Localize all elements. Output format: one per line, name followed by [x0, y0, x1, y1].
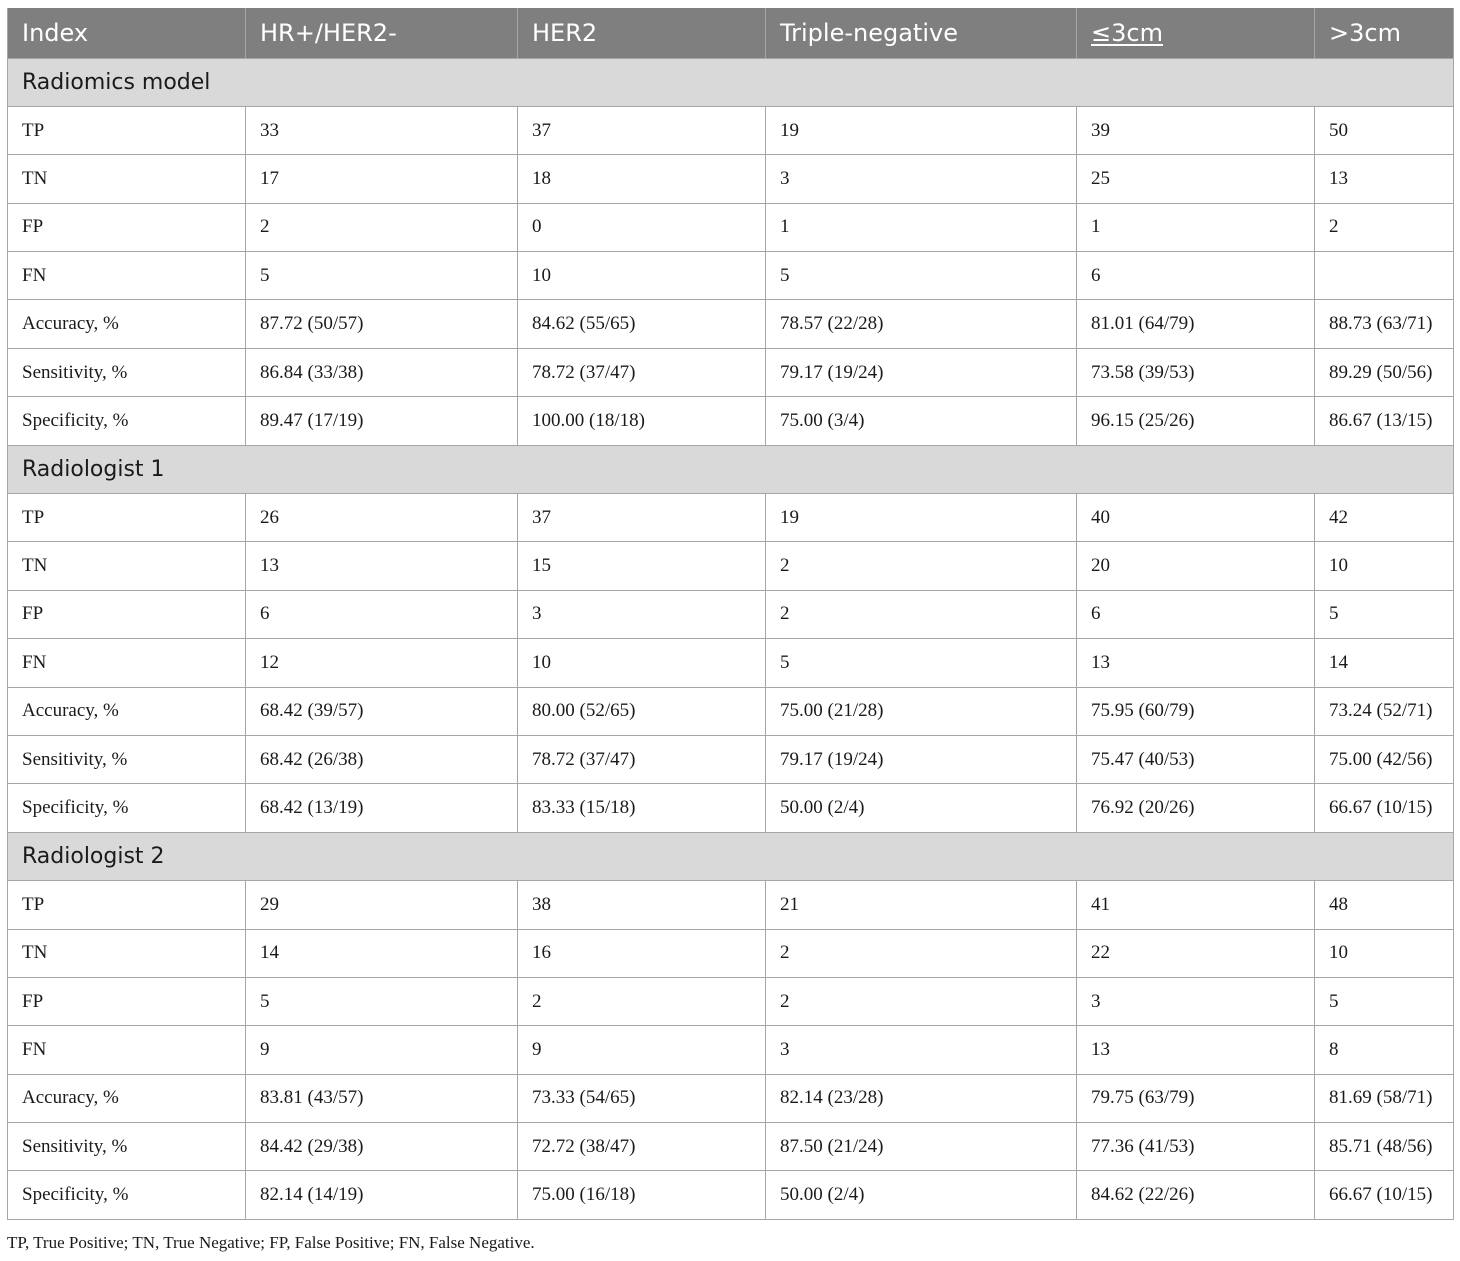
table-cell: 96.15 (25/26): [1077, 397, 1315, 445]
table-cell: 84.42 (29/38): [246, 1123, 518, 1171]
table-cell: 38: [518, 881, 766, 929]
table-cell: 66.67 (10/15): [1315, 1171, 1454, 1219]
table-cell: 10: [1315, 542, 1454, 590]
table-row: [8, 1171, 1454, 1219]
table-cell: 16: [518, 929, 766, 977]
table-cell: 9: [518, 1026, 766, 1074]
table-cell: 6: [246, 590, 518, 638]
table-cell: 76.92 (20/26): [1077, 784, 1315, 832]
table-cell: 40: [1077, 494, 1315, 542]
table-cell: 84.62 (22/26): [1077, 1171, 1315, 1219]
row-label: FN: [8, 639, 246, 687]
section-row: [8, 445, 1454, 493]
table-row: [8, 1026, 1454, 1074]
table-cell: 5: [246, 252, 518, 300]
table-cell: 37: [518, 494, 766, 542]
table-cell: 89.29 (50/56): [1315, 348, 1454, 396]
table-cell: 39: [1077, 106, 1315, 154]
table-cell: 41: [1077, 881, 1315, 929]
table-cell: 5: [766, 252, 1077, 300]
results-table: [7, 8, 1454, 1220]
table-cell: 78.72 (37/47): [518, 735, 766, 783]
row-label: FP: [8, 977, 246, 1025]
table-cell: 2: [766, 929, 1077, 977]
table-row: [8, 155, 1454, 203]
table-cell: 78.57 (22/28): [766, 300, 1077, 348]
section-title: Radiologist 1: [8, 445, 1454, 493]
table-cell: 80.00 (52/65): [518, 687, 766, 735]
table-row: [8, 977, 1454, 1025]
table-cell: 75.00 (42/56): [1315, 735, 1454, 783]
table-cell: 5: [1315, 590, 1454, 638]
table-cell: 77.36 (41/53): [1077, 1123, 1315, 1171]
table-cell: 17: [246, 155, 518, 203]
table-cell: 83.81 (43/57): [246, 1074, 518, 1122]
table-cell: 3: [766, 155, 1077, 203]
table-cell: 68.42 (13/19): [246, 784, 518, 832]
row-label: Sensitivity, %: [8, 735, 246, 783]
table-cell: 22: [1077, 929, 1315, 977]
table-cell: 21: [766, 881, 1077, 929]
row-label: Specificity, %: [8, 784, 246, 832]
header-triple-negative: Triple-negative: [766, 8, 1077, 58]
table-cell: 2: [766, 590, 1077, 638]
table-cell: 2: [766, 977, 1077, 1025]
row-label: Specificity, %: [8, 397, 246, 445]
row-label: Specificity, %: [8, 1171, 246, 1219]
table-cell: 13: [1077, 639, 1315, 687]
header-index: Index: [8, 8, 246, 58]
row-label: TP: [8, 106, 246, 154]
row-label: TP: [8, 881, 246, 929]
table-cell: 75.00 (16/18): [518, 1171, 766, 1219]
table-cell: 13: [1315, 155, 1454, 203]
table-cell: 14: [1315, 639, 1454, 687]
table-cell: 3: [766, 1026, 1077, 1074]
table-cell: [1315, 252, 1454, 300]
section-title: Radiologist 2: [8, 832, 1454, 880]
row-label: TN: [8, 929, 246, 977]
table-cell: 37: [518, 106, 766, 154]
row-label: TN: [8, 542, 246, 590]
table-cell: 79.17 (19/24): [766, 735, 1077, 783]
table-cell: 86.84 (33/38): [246, 348, 518, 396]
table-cell: 5: [1315, 977, 1454, 1025]
section-row: [8, 58, 1454, 106]
table-footnote: TP, True Positive; TN, True Negative; FP, False Positive; FN, False Negative.: [7, 1233, 535, 1252]
table-row: [8, 1074, 1454, 1122]
table-cell: 29: [246, 881, 518, 929]
table-cell: 19: [766, 106, 1077, 154]
table-cell: 48: [1315, 881, 1454, 929]
table-cell: 78.72 (37/47): [518, 348, 766, 396]
table-cell: 84.62 (55/65): [518, 300, 766, 348]
table-row: [8, 348, 1454, 396]
table-cell: 75.00 (3/4): [766, 397, 1077, 445]
table-cell: 2: [246, 203, 518, 251]
table-row: [8, 784, 1454, 832]
table-row: [8, 735, 1454, 783]
table-cell: 13: [246, 542, 518, 590]
table-row: [8, 203, 1454, 251]
row-label: TN: [8, 155, 246, 203]
table-cell: 6: [1077, 590, 1315, 638]
table-row: [8, 252, 1454, 300]
table-cell: 1: [766, 203, 1077, 251]
table-cell: 15: [518, 542, 766, 590]
table-cell: 87.72 (50/57): [246, 300, 518, 348]
table-cell: 5: [766, 639, 1077, 687]
table-row: [8, 106, 1454, 154]
table-cell: 73.33 (54/65): [518, 1074, 766, 1122]
table-cell: 75.47 (40/53): [1077, 735, 1315, 783]
table-cell: 10: [518, 252, 766, 300]
table-cell: 75.95 (60/79): [1077, 687, 1315, 735]
table-cell: 89.47 (17/19): [246, 397, 518, 445]
table-cell: 8: [1315, 1026, 1454, 1074]
table-cell: 81.01 (64/79): [1077, 300, 1315, 348]
table-cell: 87.50 (21/24): [766, 1123, 1077, 1171]
section-title: Radiomics model: [8, 58, 1454, 106]
table-cell: 68.42 (26/38): [246, 735, 518, 783]
table-cell: 85.71 (48/56): [1315, 1123, 1454, 1171]
row-label: FP: [8, 203, 246, 251]
table-cell: 25: [1077, 155, 1315, 203]
table-cell: 10: [518, 639, 766, 687]
table-cell: 42: [1315, 494, 1454, 542]
table-cell: 72.72 (38/47): [518, 1123, 766, 1171]
table-cell: 88.73 (63/71): [1315, 300, 1454, 348]
table-cell: 82.14 (23/28): [766, 1074, 1077, 1122]
table-cell: 10: [1315, 929, 1454, 977]
table-cell: 2: [518, 977, 766, 1025]
table-cell: 9: [246, 1026, 518, 1074]
row-label: Accuracy, %: [8, 300, 246, 348]
table-cell: 73.24 (52/71): [1315, 687, 1454, 735]
table-row: [8, 542, 1454, 590]
table-cell: 81.69 (58/71): [1315, 1074, 1454, 1122]
table-cell: 12: [246, 639, 518, 687]
header-gt-3cm: >3cm: [1315, 8, 1454, 58]
row-label: Accuracy, %: [8, 687, 246, 735]
table-row: [8, 639, 1454, 687]
table-row: [8, 929, 1454, 977]
table-container: [7, 8, 1453, 1220]
table-cell: 50: [1315, 106, 1454, 154]
table-cell: 86.67 (13/15): [1315, 397, 1454, 445]
table-row: [8, 494, 1454, 542]
table-cell: 83.33 (15/18): [518, 784, 766, 832]
table-cell: 20: [1077, 542, 1315, 590]
table-row: [8, 590, 1454, 638]
table-row: [8, 300, 1454, 348]
table-cell: 13: [1077, 1026, 1315, 1074]
row-label: Sensitivity, %: [8, 1123, 246, 1171]
table-cell: 0: [518, 203, 766, 251]
table-cell: 50.00 (2/4): [766, 784, 1077, 832]
section-row: [8, 832, 1454, 880]
header-le-3cm: [1077, 8, 1315, 58]
table-body: [8, 58, 1454, 1219]
row-label: FN: [8, 252, 246, 300]
header-le-3cm-text: ≤3cm: [1091, 18, 1163, 47]
row-label: Sensitivity, %: [8, 348, 246, 396]
table-cell: 14: [246, 929, 518, 977]
table-cell: 18: [518, 155, 766, 203]
table-cell: 2: [1315, 203, 1454, 251]
table-cell: 1: [1077, 203, 1315, 251]
row-label: FP: [8, 590, 246, 638]
table-row: [8, 687, 1454, 735]
row-label: TP: [8, 494, 246, 542]
table-cell: 100.00 (18/18): [518, 397, 766, 445]
table-cell: 79.17 (19/24): [766, 348, 1077, 396]
table-cell: 68.42 (39/57): [246, 687, 518, 735]
table-cell: 82.14 (14/19): [246, 1171, 518, 1219]
table-cell: 33: [246, 106, 518, 154]
table-row: [8, 397, 1454, 445]
table-cell: 50.00 (2/4): [766, 1171, 1077, 1219]
table-cell: 75.00 (21/28): [766, 687, 1077, 735]
header-row: [8, 8, 1454, 58]
table-cell: 19: [766, 494, 1077, 542]
row-label: Accuracy, %: [8, 1074, 246, 1122]
table-cell: 2: [766, 542, 1077, 590]
table-cell: 3: [1077, 977, 1315, 1025]
table-cell: 5: [246, 977, 518, 1025]
header-her2: HER2: [518, 8, 766, 58]
table-cell: 6: [1077, 252, 1315, 300]
header-hr-her2: HR+/HER2-: [246, 8, 518, 58]
table-cell: 66.67 (10/15): [1315, 784, 1454, 832]
table-row: [8, 1123, 1454, 1171]
table-cell: 26: [246, 494, 518, 542]
table-cell: 3: [518, 590, 766, 638]
table-cell: 73.58 (39/53): [1077, 348, 1315, 396]
table-row: [8, 881, 1454, 929]
table-cell: 79.75 (63/79): [1077, 1074, 1315, 1122]
row-label: FN: [8, 1026, 246, 1074]
